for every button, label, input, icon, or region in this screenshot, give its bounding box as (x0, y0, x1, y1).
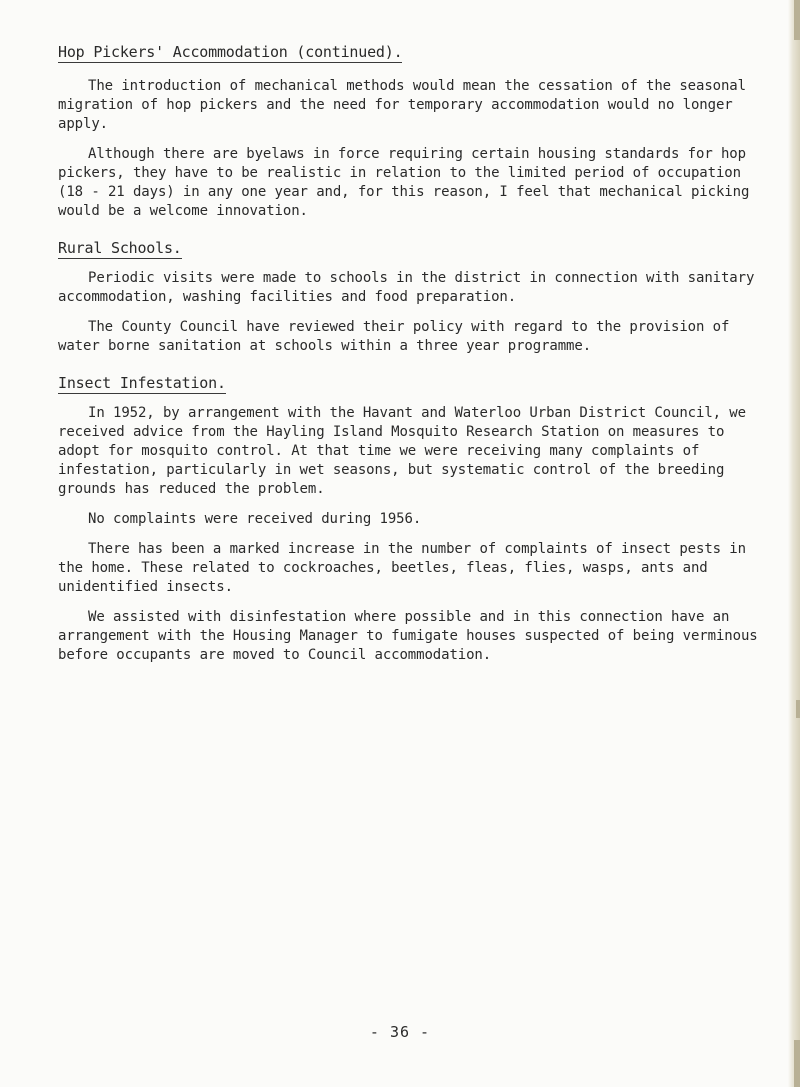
section-heading: Rural Schools. (58, 239, 182, 257)
page-number: - 36 - (369, 1023, 431, 1041)
section-insect-infestation (58, 373, 770, 665)
page-edge-mark (794, 1040, 800, 1087)
paragraph-text: There has been a marked increase in the number of complaints of insect pests in the home. These related to cockroaches, beetles, fleas, flies, wasps, ants and unidentified insects. (58, 541, 746, 595)
page-edge-mark (796, 700, 800, 718)
paragraph-text: No complaints were received during 1956. (88, 511, 422, 527)
paragraph-text: In 1952, by arrangement with the Havant and Waterloo Urban District Council, we received advice from the Hayling Island Mosquito Research Station on measures to adopt for mosquito control. At that time we were receiving many complaints of infestation, particularly in wet seasons, but systematic control of the breeding grounds has reduced the problem. (58, 405, 746, 497)
section-rural-schools (58, 238, 770, 356)
paragraph-text: The introduction of mechanical methods would mean the cessation of the seasonal migration of hop pickers and the need for temporary accommodation would no longer apply. (58, 78, 746, 132)
page-edge-shadow (788, 0, 800, 1087)
paragraph-text: Periodic visits were made to schools in the district in connection with sanitary accommodation, washing facilities and food preparation. (58, 270, 755, 305)
paragraph (58, 404, 770, 499)
paragraph-text: The County Council have reviewed their policy with regard to the provision of water borne sanitation at schools within a three year programme. (58, 319, 730, 354)
section-heading: Hop Pickers' Accommodation (continued). (58, 43, 403, 61)
section-hop-pickers (58, 42, 770, 221)
paragraph (58, 318, 770, 356)
paragraph (58, 269, 770, 307)
page-edge-mark (794, 0, 800, 40)
paragraph (58, 540, 770, 597)
paragraph (58, 77, 770, 134)
paragraph-text: We assisted with disinfestation where possible and in this connection have an arrangement with the Housing Manager to fumigate houses suspected of being verminous before occupants are moved to Council accommodation. (58, 609, 758, 663)
paragraph-text: Although there are byelaws in force requiring certain housing standards for hop pickers, they have to be realistic in relation to the limited period of occupation (18 - 21 days) in any one year and, for this reason, I feel that mechanical picking would be a welcome innovation. (58, 146, 750, 219)
paragraph (58, 145, 770, 221)
paragraph (58, 510, 770, 529)
section-heading: Insect Infestation. (58, 374, 226, 392)
document-page (58, 42, 770, 676)
paragraph (58, 608, 770, 665)
